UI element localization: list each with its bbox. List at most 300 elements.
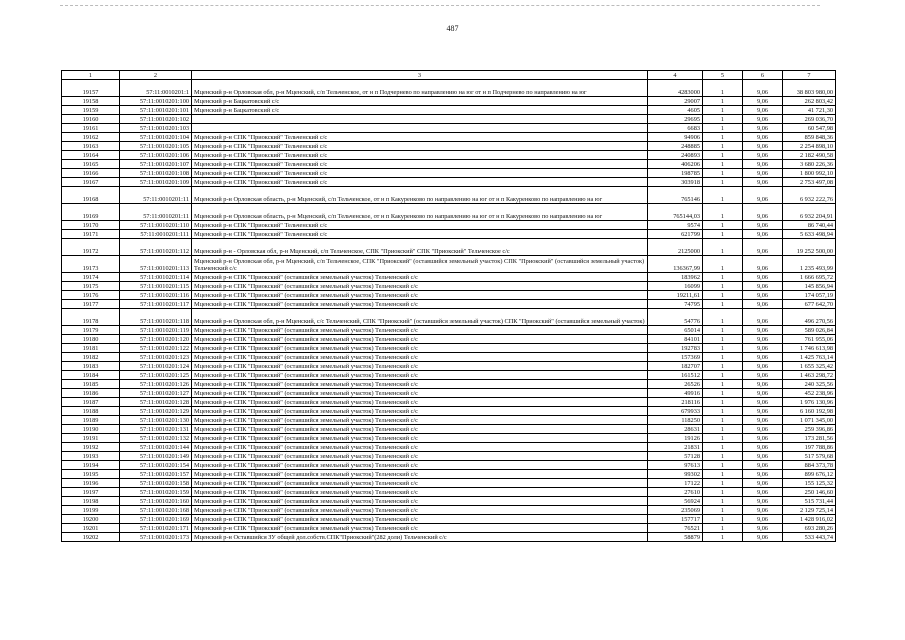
quantity-value: 1 [703,407,743,416]
quantity-value: 1 [703,256,743,273]
area-value: 16099 [648,282,703,291]
table-row [62,362,836,371]
rate-value: 9,06 [743,452,783,461]
row-number: 19183 [62,362,120,371]
amount-value: 1 425 763,14 [783,353,836,362]
row-number: 19157 [62,80,120,97]
table-row [62,434,836,443]
location-description: Мценский р-н СПК "Приокский" (оставшийся земельный участок) Тельченский с/с [192,461,648,470]
cadastral-number: 57:11:0010201:154 [120,461,192,470]
amount-value: 899 676,12 [783,470,836,479]
amount-value: 761 955,06 [783,335,836,344]
amount-value: 19 252 500,00 [783,239,836,256]
rate-value: 9,06 [743,80,783,97]
cadastral-number: 57:11:0010201:168 [120,506,192,515]
location-description: Мценский р-н Орловская обл, р-н Мценский, с/с Тельченский, СПК "Приокский" (оставшийся земельный участок) СПК "Приокский" (оставшийся земельный участок) [192,309,648,326]
quantity-value: 1 [703,461,743,470]
location-description: Мценский р-н СПК "Приокский" (оставшийся земельный участок) Тельченский с/с [192,524,648,533]
quantity-value: 1 [703,160,743,169]
amount-value: 1 655 325,42 [783,362,836,371]
amount-value: 60 547,98 [783,124,836,133]
row-number: 19163 [62,142,120,151]
cadastral-number: 57:11:0010201:159 [120,488,192,497]
amount-value: 859 848,36 [783,133,836,142]
rate-value: 9,06 [743,380,783,389]
cadastral-number: 57:11:0010201:110 [120,221,192,230]
table-row [62,169,836,178]
cadastral-number: 57:11:0010201:144 [120,443,192,452]
table-row [62,470,836,479]
area-value: 29007 [648,97,703,106]
row-number: 19171 [62,230,120,239]
table-body [62,71,836,542]
col-header-2: 2 [120,71,192,80]
amount-value: 884 373,78 [783,461,836,470]
table-row [62,524,836,533]
rate-value: 9,06 [743,230,783,239]
row-number: 19165 [62,160,120,169]
location-description: Мценский р-н Бацкатовский с/с [192,97,648,106]
quantity-value: 1 [703,389,743,398]
location-description: Мценский р-н СПК "Приокский" (оставшийся земельный участок) Тельченский с/с [192,380,648,389]
location-description: Мценский р-н СПК "Приокский" (оставшийся земельный участок) Тельченский с/с [192,407,648,416]
rate-value: 9,06 [743,353,783,362]
rate-value: 9,06 [743,106,783,115]
rate-value: 9,06 [743,371,783,380]
rate-value: 9,06 [743,204,783,221]
location-description: Мценский р-н СПК "Приокский" (оставшийся земельный участок) Тельченский с/с [192,497,648,506]
table-row [62,178,836,187]
table-row [62,187,836,204]
rate-value: 9,06 [743,273,783,282]
area-value: 17122 [648,479,703,488]
area-value: 183962 [648,273,703,282]
table-row [62,80,836,97]
rate-value: 9,06 [743,115,783,124]
location-description: Мценский р-н СПК "Приокский" (оставшийся земельный участок) Тельченский с/с [192,416,648,425]
area-value: 157369 [648,353,703,362]
cadastral-number: 57:11:0010201:112 [120,239,192,256]
area-value: 4283000 [648,80,703,97]
location-description: Мценский р-н СПК "Приокский" (оставшийся земельный участок) Тельченский с/с [192,282,648,291]
amount-value: 38 803 980,00 [783,80,836,97]
row-number: 19185 [62,380,120,389]
rate-value: 9,06 [743,133,783,142]
quantity-value: 1 [703,533,743,542]
location-description: Мценский р-н СПК "Приокский" (оставшийся земельный участок) Тельченский с/с [192,371,648,380]
quantity-value: 1 [703,335,743,344]
amount-value: 693 280,26 [783,524,836,533]
row-number: 19158 [62,97,120,106]
table-row [62,335,836,344]
table-row [62,133,836,142]
area-value: 26526 [648,380,703,389]
area-value: 97613 [648,461,703,470]
row-number: 19191 [62,434,120,443]
row-number: 19170 [62,221,120,230]
amount-value: 240 325,56 [783,380,836,389]
area-value: 235069 [648,506,703,515]
table-row [62,380,836,389]
area-value: 84101 [648,335,703,344]
area-value: 765144,03 [648,204,703,221]
quantity-value: 1 [703,362,743,371]
quantity-value: 1 [703,524,743,533]
quantity-value: 1 [703,443,743,452]
rate-value: 9,06 [743,169,783,178]
cadastral-number: 57:11:0010201:131 [120,425,192,434]
row-number: 19175 [62,282,120,291]
amount-value: 1 463 298,72 [783,371,836,380]
cadastral-number: 57:11:0010201:11 [120,204,192,221]
quantity-value: 1 [703,239,743,256]
location-description: Мценский р-н СПК "Приокский" (оставшийся земельный участок) Тельченский с/с [192,488,648,497]
rate-value: 9,06 [743,524,783,533]
location-description: Мценский р-н СПК "Приокский" Тельченский с/с [192,151,648,160]
cadastral-number: 57:11:0010201:100 [120,97,192,106]
rate-value: 9,06 [743,282,783,291]
rate-value: 9,06 [743,362,783,371]
table-row [62,273,836,282]
row-number: 19162 [62,133,120,142]
quantity-value: 1 [703,80,743,97]
location-description: Мценский р-н СПК "Приокский" Тельченский с/с [192,133,648,142]
table-row [62,239,836,256]
location-description [192,115,648,124]
cadastral-number: 57:11:0010201:132 [120,434,192,443]
location-description: Мценский р-н СПК "Приокский" (оставшийся земельный участок) Тельченский с/с [192,389,648,398]
amount-value: 1 976 130,96 [783,398,836,407]
cadastral-number: 57:11:0010201:103 [120,124,192,133]
location-description: Мценский р-н СПК "Приокский" (оставшийся земельный участок) Тельченский с/с [192,479,648,488]
amount-value: 2 254 898,10 [783,142,836,151]
table-row [62,106,836,115]
location-description: Мценский р-н СПК "Приокский" (оставшийся земельный участок) Тельченский с/с [192,353,648,362]
quantity-value: 1 [703,151,743,160]
area-value: 74795 [648,300,703,309]
area-value: 27610 [648,488,703,497]
amount-value: 6 160 192,98 [783,407,836,416]
col-header-7: 7 [783,71,836,80]
table-row [62,300,836,309]
area-value: 54776 [648,309,703,326]
table-row [62,256,836,273]
quantity-value: 1 [703,425,743,434]
area-value: 28631 [648,425,703,434]
col-header-5: 5 [703,71,743,80]
cadastral-number: 57:11:0010201:128 [120,398,192,407]
area-value: 136367,99 [648,256,703,273]
area-value: 19211,61 [648,291,703,300]
row-number: 19182 [62,353,120,362]
location-description: Мценский р-н СПК "Приокский" (оставшийся земельный участок) Тельченский с/с [192,344,648,353]
quantity-value: 1 [703,515,743,524]
cadastral-number: 57:11:0010201:173 [120,533,192,542]
quantity-value: 1 [703,326,743,335]
location-description [192,124,648,133]
area-value: 157717 [648,515,703,524]
row-number: 19164 [62,151,120,160]
table-row [62,97,836,106]
cadastral-number: 57:11:0010201:149 [120,452,192,461]
area-value: 240893 [648,151,703,160]
area-value: 248885 [648,142,703,151]
amount-value: 517 579,68 [783,452,836,461]
cadastral-number: 57:11:0010201:158 [120,479,192,488]
amount-value: 1 235 493,99 [783,256,836,273]
quantity-value: 1 [703,497,743,506]
rate-value: 9,06 [743,461,783,470]
area-value: 9574 [648,221,703,230]
table-row [62,124,836,133]
quantity-value: 1 [703,344,743,353]
cadastral-number: 57:11:0010201:113 [120,256,192,273]
cadastral-number: 57:11:0010201:107 [120,160,192,169]
rate-value: 9,06 [743,142,783,151]
rate-value: 9,06 [743,160,783,169]
location-description: Мценский р-н СПК "Приокский" Тельченский с/с [192,221,648,230]
quantity-value: 1 [703,133,743,142]
table-row [62,221,836,230]
cadastral-number: 57:11:0010201:120 [120,335,192,344]
row-number: 19166 [62,169,120,178]
amount-value: 86 740,44 [783,221,836,230]
area-value: 118250 [648,416,703,425]
location-description: Мценский р-н Оставшийся ЗУ общей дол.собств.СПК"Приокский"(282 доли) Тельченский с/с [192,533,648,542]
row-number: 19161 [62,124,120,133]
cadastral-number: 57:11:0010201:119 [120,326,192,335]
area-value: 76521 [648,524,703,533]
table-row [62,533,836,542]
cadastral-number: 57:11:0010201:114 [120,273,192,282]
area-value: 99302 [648,470,703,479]
row-number: 19184 [62,371,120,380]
location-description: Мценский р-н СПК "Приокский" (оставшийся земельный участок) Тельченский с/с [192,443,648,452]
area-value: 57128 [648,452,703,461]
row-number: 19197 [62,488,120,497]
rate-value: 9,06 [743,533,783,542]
cadastral-number: 57:11:0010201:122 [120,344,192,353]
scan-edge-line [60,5,820,6]
area-value: 94906 [648,133,703,142]
quantity-value: 1 [703,221,743,230]
quantity-value: 1 [703,416,743,425]
row-number: 19179 [62,326,120,335]
amount-value: 145 856,94 [783,282,836,291]
location-description: Мценский р-н СПК "Приокский" (оставшийся земельный участок) Тельченский с/с [192,273,648,282]
column-number-row [62,71,836,80]
amount-value: 250 146,60 [783,488,836,497]
location-description: Мценский р-н СПК "Приокский" (оставшийся земельный участок) Тельченский с/с [192,398,648,407]
table-row [62,452,836,461]
area-value: 29695 [648,115,703,124]
location-description: Мценский р-н СПК "Приокский" (оставшийся земельный участок) Тельченский с/с [192,515,648,524]
row-number: 19193 [62,452,120,461]
quantity-value: 1 [703,178,743,187]
quantity-value: 1 [703,282,743,291]
quantity-value: 1 [703,169,743,178]
quantity-value: 1 [703,115,743,124]
amount-value: 2 753 497,08 [783,178,836,187]
table-row [62,371,836,380]
row-number: 19169 [62,204,120,221]
table-row [62,425,836,434]
location-description: Мценский р-н СПК "Приокский" (оставшийся земельный участок) Тельченский с/с [192,300,648,309]
row-number: 19202 [62,533,120,542]
area-value: 161512 [648,371,703,380]
table-row [62,142,836,151]
table-row [62,353,836,362]
amount-value: 262 803,42 [783,97,836,106]
row-number: 19172 [62,239,120,256]
row-number: 19177 [62,300,120,309]
table-row [62,416,836,425]
row-number: 19200 [62,515,120,524]
quantity-value: 1 [703,506,743,515]
location-description: Мценский р-н Орловская область, р-н Мценский, с/п Тельченское, от н п Какуренково по направлению на юг от н п Какуренково по направлению на юг [192,204,648,221]
cadastral-number: 57:11:0010201:109 [120,178,192,187]
table-row [62,326,836,335]
cadastral-number: 57:11:0010201:106 [120,151,192,160]
amount-value: 1 666 695,72 [783,273,836,282]
cadastral-number: 57:11:0010201:117 [120,300,192,309]
amount-value: 155 125,32 [783,479,836,488]
rate-value: 9,06 [743,300,783,309]
cadastral-number: 57:11:0010201:130 [120,416,192,425]
rate-value: 9,06 [743,506,783,515]
cadastral-number: 57:11:0010201:105 [120,142,192,151]
quantity-value: 1 [703,434,743,443]
quantity-value: 1 [703,479,743,488]
table-row [62,282,836,291]
row-number: 19190 [62,425,120,434]
rate-value: 9,06 [743,389,783,398]
table-row [62,291,836,300]
cadastral-number: 57:11:0010201:169 [120,515,192,524]
row-number: 19194 [62,461,120,470]
cadastral-number: 57:11:0010201:1 [120,80,192,97]
row-number: 19199 [62,506,120,515]
quantity-value: 1 [703,371,743,380]
row-number: 19181 [62,344,120,353]
amount-value: 5 633 498,94 [783,230,836,239]
row-number: 19180 [62,335,120,344]
quantity-value: 1 [703,291,743,300]
row-number: 19201 [62,524,120,533]
rate-value: 9,06 [743,335,783,344]
rate-value: 9,06 [743,425,783,434]
rate-value: 9,06 [743,434,783,443]
cadastral-number: 57:11:0010201:129 [120,407,192,416]
cadastral-number: 57:11:0010201:125 [120,371,192,380]
cadastral-number: 57:11:0010201:115 [120,282,192,291]
table-row [62,160,836,169]
row-number: 19198 [62,497,120,506]
amount-value: 173 281,56 [783,434,836,443]
col-header-1: 1 [62,71,120,80]
row-number: 19160 [62,115,120,124]
rate-value: 9,06 [743,479,783,488]
rate-value: 9,06 [743,488,783,497]
rate-value: 9,06 [743,416,783,425]
amount-value: 2 182 490,58 [783,151,836,160]
area-value: 192783 [648,344,703,353]
rate-value: 9,06 [743,97,783,106]
amount-value: 1 746 613,98 [783,344,836,353]
quantity-value: 1 [703,273,743,282]
row-number: 19173 [62,256,120,273]
amount-value: 6 932 204,91 [783,204,836,221]
area-value: 765146 [648,187,703,204]
area-value: 21831 [648,443,703,452]
table-row [62,479,836,488]
amount-value: 259 396,86 [783,425,836,434]
amount-value: 1 800 992,10 [783,169,836,178]
row-number: 19196 [62,479,120,488]
rate-value: 9,06 [743,256,783,273]
cadastral-register-table [61,70,836,542]
cadastral-number: 57:11:0010201:160 [120,497,192,506]
cadastral-number: 57:11:0010201:11 [120,187,192,204]
area-value: 6683 [648,124,703,133]
amount-value: 3 680 226,36 [783,160,836,169]
rate-value: 9,06 [743,497,783,506]
amount-value: 1 071 345,00 [783,416,836,425]
rate-value: 9,06 [743,187,783,204]
cadastral-number: 57:11:0010201:102 [120,115,192,124]
amount-value: 452 238,96 [783,389,836,398]
location-description: Мценский р-н СПК "Приокский" (оставшийся земельный участок) Тельченский с/с [192,434,648,443]
quantity-value: 1 [703,142,743,151]
cadastral-number: 57:11:0010201:116 [120,291,192,300]
rate-value: 9,06 [743,515,783,524]
rate-value: 9,06 [743,326,783,335]
quantity-value: 1 [703,353,743,362]
area-value: 679933 [648,407,703,416]
rate-value: 9,06 [743,309,783,326]
cadastral-number: 57:11:0010201:101 [120,106,192,115]
area-value: 406206 [648,160,703,169]
quantity-value: 1 [703,488,743,497]
row-number: 19186 [62,389,120,398]
col-header-4: 4 [648,71,703,80]
table-row [62,389,836,398]
area-value: 182707 [648,362,703,371]
location-description: Мценский р-н Орловская обл, р-н Мценский, с/п Тельченское, от н п Подчернево по направлению на юг от н п Подчернево по направлению на юг [192,80,648,97]
rate-value: 9,06 [743,398,783,407]
table-row [62,398,836,407]
area-value: 65014 [648,326,703,335]
cadastral-number: 57:11:0010201:123 [120,353,192,362]
amount-value: 6 932 222,76 [783,187,836,204]
row-number: 19187 [62,398,120,407]
table-row [62,443,836,452]
cadastral-number: 57:11:0010201:111 [120,230,192,239]
row-number: 19159 [62,106,120,115]
quantity-value: 1 [703,300,743,309]
table-row [62,506,836,515]
row-number: 19176 [62,291,120,300]
area-value: 4605 [648,106,703,115]
table-row [62,151,836,160]
amount-value: 269 036,70 [783,115,836,124]
area-value: 49916 [648,389,703,398]
table-row [62,488,836,497]
location-description: Мценский р-н Орловская область, р-н Мценский, с/п Тельченское, от н п Какуренково по направлению на юг от н п Какуренково по направлению на юг [192,187,648,204]
area-value: 56924 [648,497,703,506]
row-number: 19189 [62,416,120,425]
table-row [62,115,836,124]
